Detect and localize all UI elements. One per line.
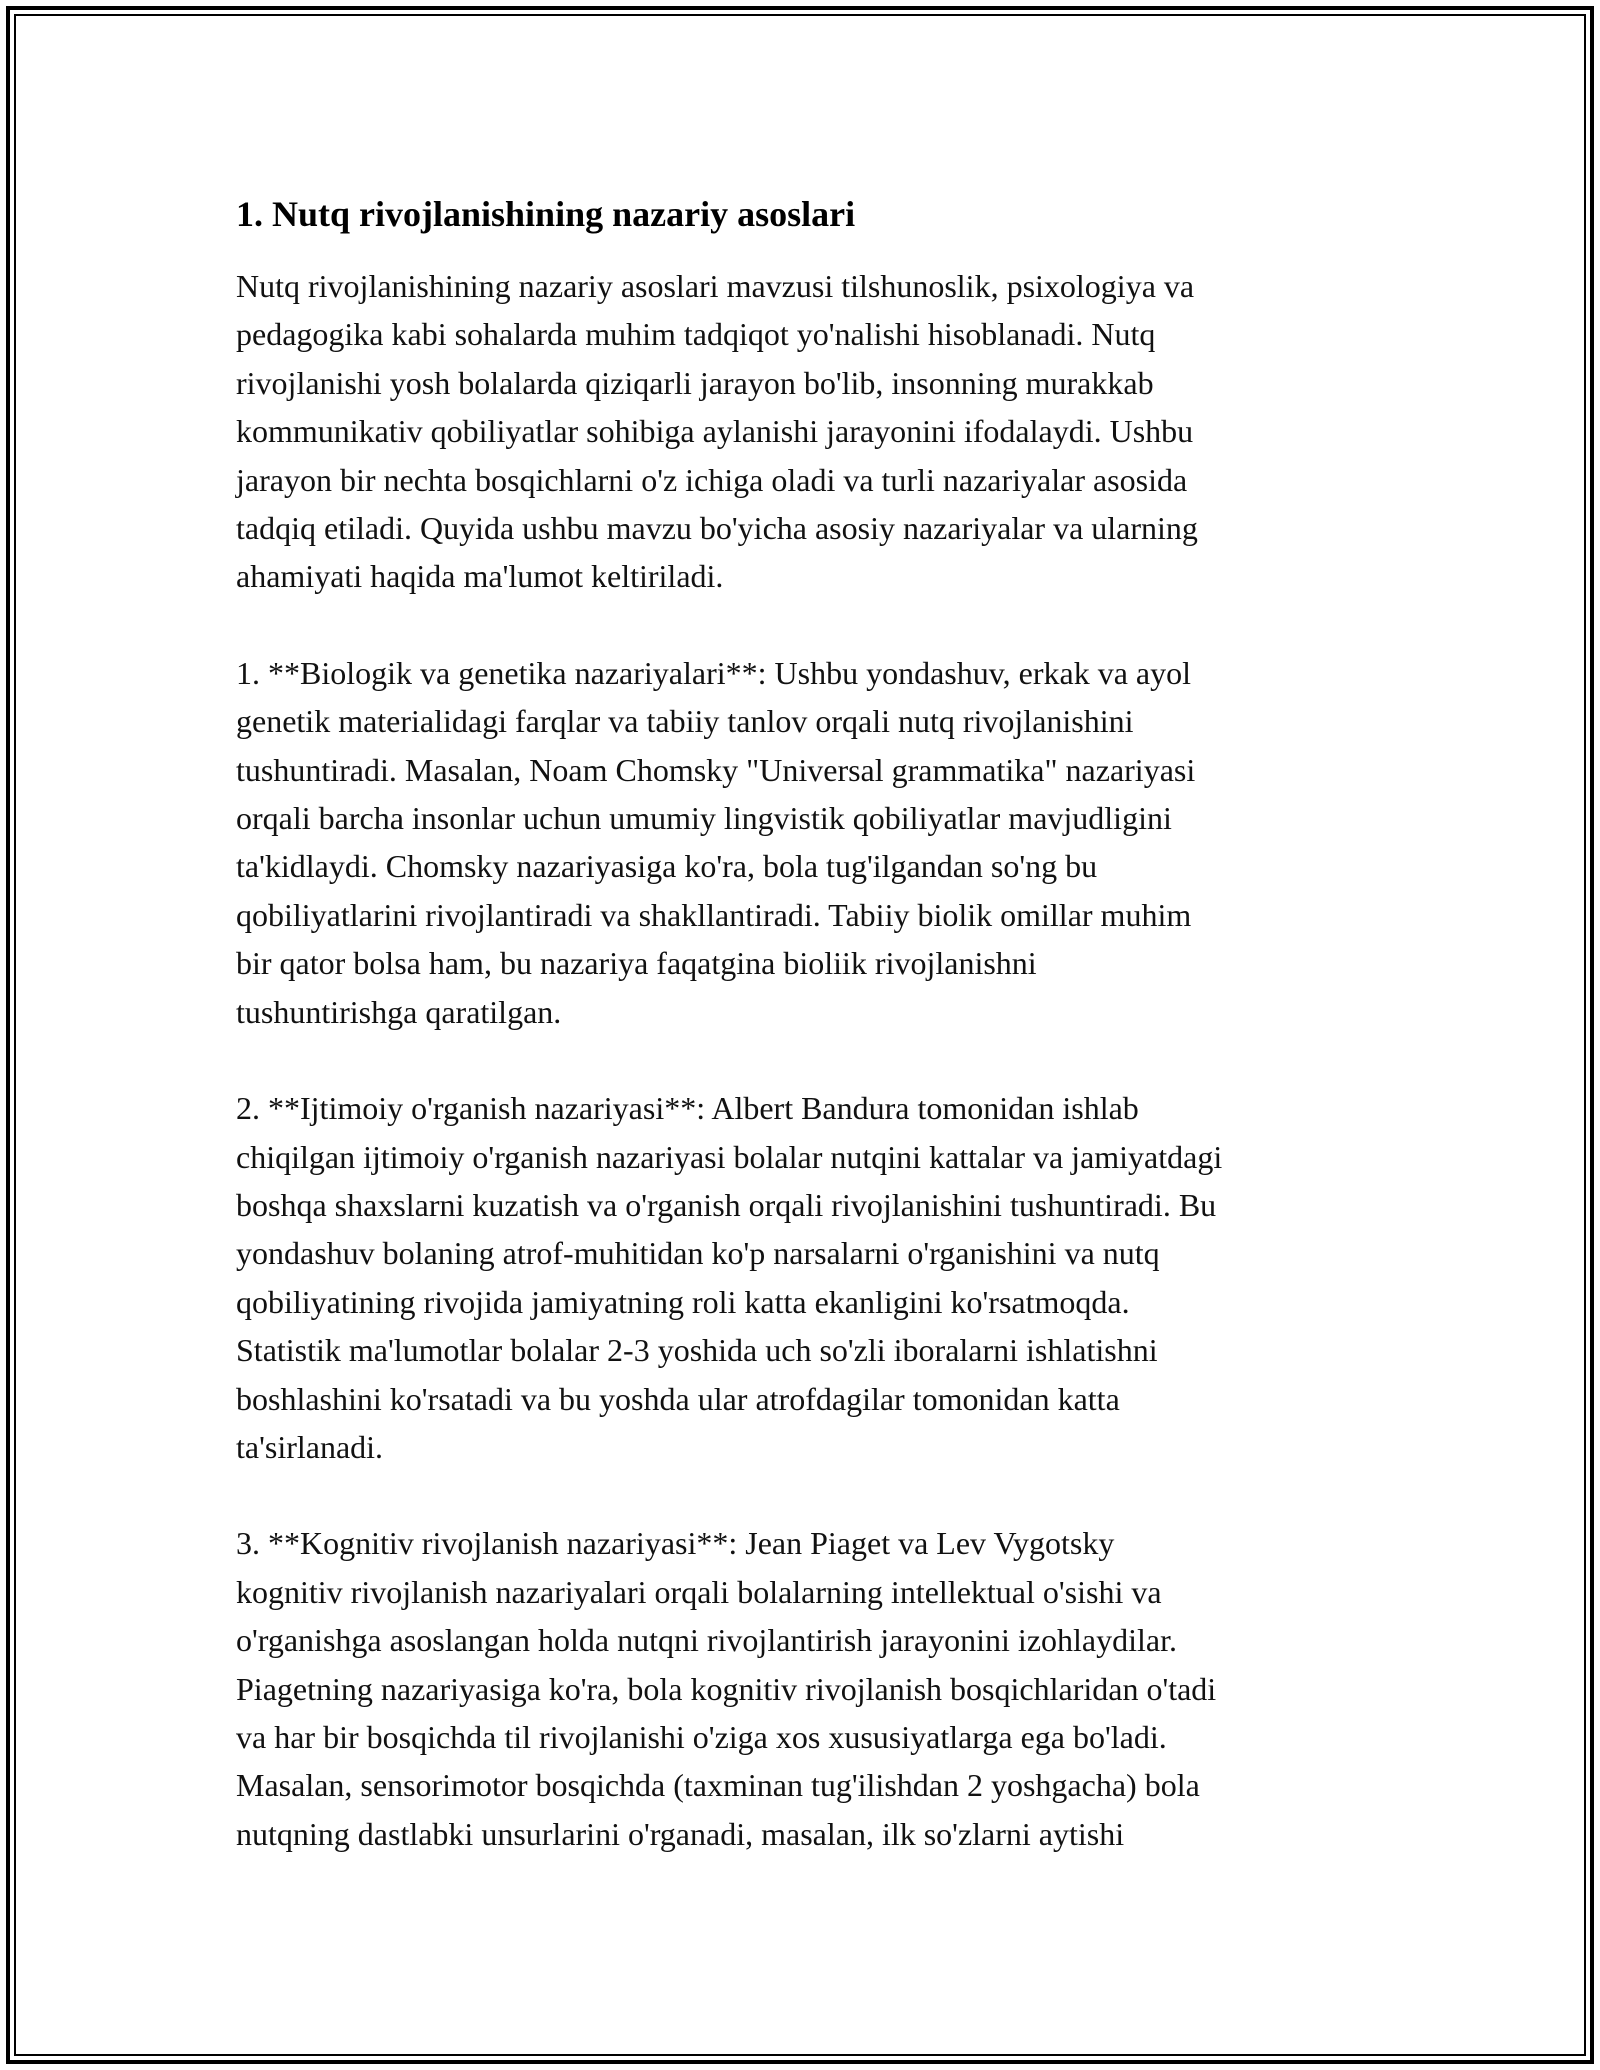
paragraph-cognitive-theory: 3. **Kognitiv rivojlanish nazariyasi**: Jean Piaget va Lev Vygotsky kognitiv rivojlanish nazariyalari orqali bolalarning intellektual o'sishi va o'rganishga asoslangan holda nutqni rivojlantirish jarayonini izohlaydilar. Piagetning nazariyasiga ko'ra, bola kognitiv rivojlanish bosqichlaridan o'tadi va har bir bosqichda til rivojlanishi o'ziga xos xususiyatlarga ega bo'ladi. Masalan, sensorimotor bosqichda (taxminan tug'ilishdan 2 yoshgacha) bola nutqning dastlabki unsurlarini o'rganadi, masalan, ilk so'zlarni aytishi bbox=[236, 1525, 1217, 1852]
section-heading: 1. Nutq rivojlanishining nazariy asoslari bbox=[236, 194, 856, 234]
paragraph-intro: Nutq rivojlanishining nazariy asoslari mavzusi tilshunoslik, psixologiya va pedagogika kabi sohalarda muhim tadqiqot yo'nalishi hisoblanadi. Nutq rivojlanishi yosh bolalarda qiziqarli jarayon bo'lib, insonning murakkab kommunikativ qobiliyatlar sohibiga aylanishi jarayonini ifodalaydi. Ushbu jarayon bir nechta bosqichlarni o'z ichiga oladi va turli nazariyalar asosida tadqiq etiladi. Quyida ushbu mavzu bo'yicha asosiy nazariyalar va ularning ahamiyati haqida ma'lumot keltiriladi. bbox=[236, 268, 1198, 595]
paragraph-biological-theories: 1. **Biologik va genetika nazariyalari**: Ushbu yondashuv, erkak va ayol genetik materialidagi farqlar va tabiiy tanlov orqali nutq rivojlanishini tushuntiradi. Masalan, Noam Chomsky "Universal grammatika" nazariyasi orqali barcha insonlar uchun umumiy lingvistik qobiliyatlar mavjudligini ta'kidlaydi. Chomsky nazariyasiga ko'ra, bola tug'ilgandan so'ng bu qobiliyatlarini rivojlantiradi va shakllantiradi. Tabiiy biolik omillar muhim bir qator bolsa ham, bu nazariya faqatgina bioliik rivojlanishni tushuntirishga qaratilgan. bbox=[236, 654, 1196, 1030]
document-body bbox=[236, 190, 1376, 1906]
paragraph-social-learning-theory: 2. **Ijtimoiy o'rganish nazariyasi**: Albert Bandura tomonidan ishlab chiqilgan ijtimoiy o'rganish nazariyasi bolalar nutqini kattalar va jamiyatdagi boshqa shaxslarni kuzatish va o'rganish orqali rivojlanishini tushuntiradi. Bu yondashuv bolaning atrof-muhitidan ko'p narsalarni o'rganishini va nutq qobiliyatining rivojida jamiyatning roli katta ekanligini ko'rsatmoqda. Statistik ma'lumotlar bolalar 2-3 yoshida uch so'zli iboralarni ishlatishni boshlashini ko'rsatadi va bu yoshda ular atrofdagilar tomonidan katta ta'sirlanadi. bbox=[236, 1090, 1223, 1465]
